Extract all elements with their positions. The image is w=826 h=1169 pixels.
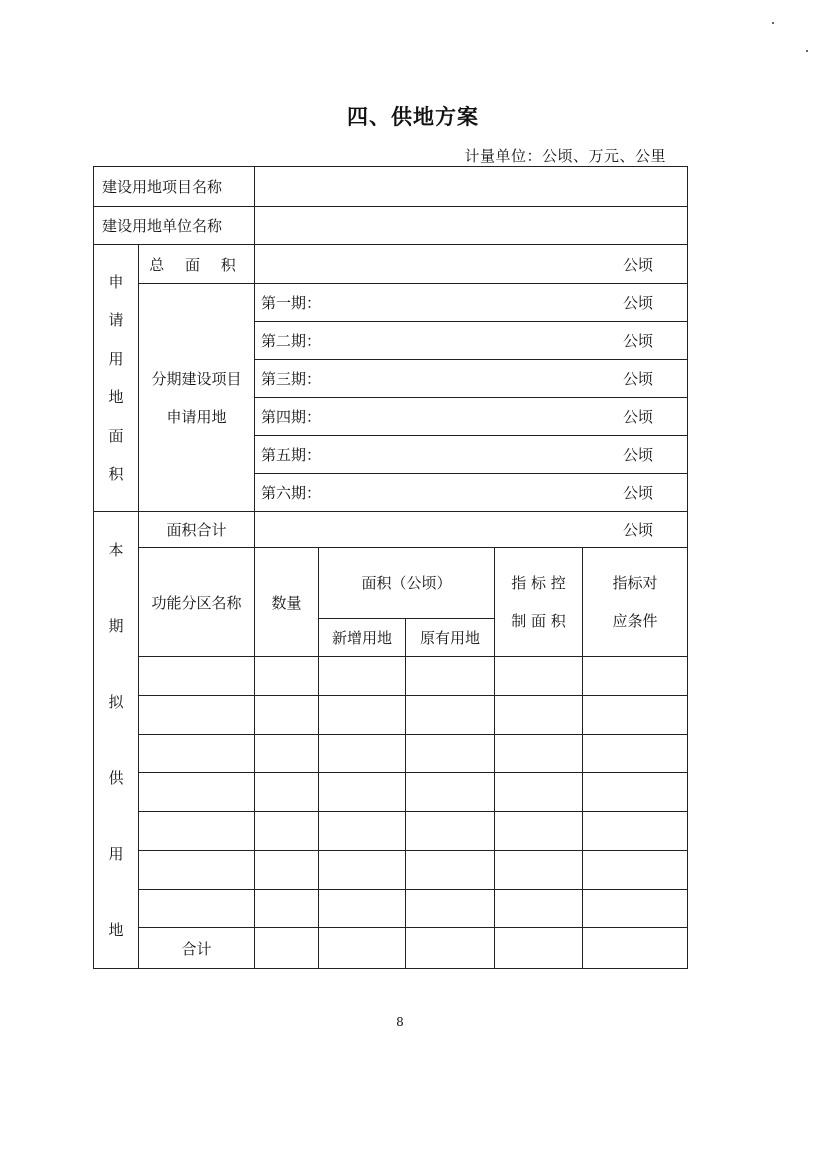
total-new-land-cell[interactable] — [319, 928, 406, 969]
zone-name-cell[interactable] — [139, 851, 255, 890]
zone-name-cell[interactable] — [139, 890, 255, 928]
table-row — [94, 773, 688, 812]
apply-area-vertical-label: 申 请 用 地 面 积 — [94, 245, 139, 512]
total-label: 合计 — [139, 928, 255, 969]
conditions-cell[interactable] — [583, 735, 688, 773]
new-land-cell[interactable] — [319, 773, 406, 812]
zone-name-cell[interactable] — [139, 657, 255, 696]
new-land-cell[interactable] — [319, 696, 406, 735]
existing-land-cell[interactable] — [406, 696, 495, 735]
new-land-cell[interactable] — [319, 890, 406, 928]
quantity-cell[interactable] — [255, 812, 319, 851]
phase-3-field[interactable] — [255, 360, 688, 398]
existing-land-cell[interactable] — [406, 851, 495, 890]
new-land-cell[interactable] — [319, 735, 406, 773]
scan-speck — [772, 22, 774, 24]
total-area-label: 总 面 积 — [139, 245, 255, 284]
existing-land-cell[interactable] — [406, 735, 495, 773]
conditions-header: 指标对 应条件 — [583, 548, 688, 657]
quantity-cell[interactable] — [255, 890, 319, 928]
quantity-cell[interactable] — [255, 657, 319, 696]
table-row — [94, 696, 688, 735]
area-header: 面积（公顷） — [319, 548, 495, 619]
conditions-cell[interactable] — [583, 773, 688, 812]
zone-name-header: 功能分区名称 — [139, 548, 255, 657]
control-area-cell[interactable] — [495, 657, 583, 696]
scan-speck — [806, 50, 808, 52]
total-row — [94, 928, 688, 969]
control-area-cell[interactable] — [495, 890, 583, 928]
existing-land-header: 原有用地 — [406, 618, 495, 657]
new-land-cell[interactable] — [319, 657, 406, 696]
page-title: 四、供地方案 — [347, 105, 479, 129]
quantity-cell[interactable] — [255, 735, 319, 773]
unit-note: 计量单位：公顷、万元、公里 — [464, 147, 666, 165]
phase-2-field[interactable] — [255, 322, 688, 360]
phase-5-unit: 公顷 — [623, 446, 654, 464]
total-quantity-cell[interactable] — [255, 928, 319, 969]
phase-3-label: 第三期： — [261, 370, 322, 388]
total-area-field[interactable] — [255, 245, 688, 284]
table-row — [94, 657, 688, 696]
supply-land-vertical-label: 本 期 拟 供 用 地 — [94, 512, 139, 969]
existing-land-cell[interactable] — [406, 657, 495, 696]
new-land-cell[interactable] — [319, 812, 406, 851]
area-total-label: 面积合计 — [139, 512, 255, 548]
phase-6-label: 第六期： — [261, 484, 322, 502]
phased-project-label: 分期建设项目 申请用地 — [139, 284, 255, 512]
phase-1-field[interactable] — [255, 284, 688, 322]
conditions-cell[interactable] — [583, 890, 688, 928]
table-row — [94, 735, 688, 773]
zone-name-cell[interactable] — [139, 696, 255, 735]
quantity-cell[interactable] — [255, 696, 319, 735]
new-land-header: 新增用地 — [319, 618, 406, 657]
control-area-header: 指 标 控 制 面 积 — [495, 548, 583, 657]
area-total-unit: 公顷 — [623, 521, 654, 539]
phase-4-label: 第四期： — [261, 408, 322, 426]
phase-5-label: 第五期： — [261, 446, 322, 464]
control-area-cell[interactable] — [495, 696, 583, 735]
quantity-cell[interactable] — [255, 773, 319, 812]
existing-land-cell[interactable] — [406, 773, 495, 812]
conditions-cell[interactable] — [583, 851, 688, 890]
area-total-field[interactable] — [255, 512, 688, 548]
existing-land-cell[interactable] — [406, 812, 495, 851]
phase-6-field[interactable] — [255, 474, 688, 512]
new-land-cell[interactable] — [319, 851, 406, 890]
conditions-cell[interactable] — [583, 657, 688, 696]
control-area-cell[interactable] — [495, 851, 583, 890]
phase-4-field[interactable] — [255, 398, 688, 436]
total-area-unit: 公顷 — [623, 255, 654, 274]
table-row — [94, 812, 688, 851]
total-control-area-cell[interactable] — [495, 928, 583, 969]
phase-2-unit: 公顷 — [623, 332, 654, 350]
total-conditions-cell[interactable] — [583, 928, 688, 969]
phase-1-unit: 公顷 — [623, 294, 654, 312]
phase-4-unit: 公顷 — [623, 408, 654, 426]
quantity-header: 数量 — [255, 548, 319, 657]
phase-5-field[interactable] — [255, 436, 688, 474]
conditions-cell[interactable] — [583, 696, 688, 735]
existing-land-cell[interactable] — [406, 890, 495, 928]
control-area-cell[interactable] — [495, 773, 583, 812]
table-row — [94, 851, 688, 890]
zone-name-cell[interactable] — [139, 773, 255, 812]
phase-3-unit: 公顷 — [623, 370, 654, 388]
project-name-field[interactable] — [255, 167, 688, 207]
zone-name-cell[interactable] — [139, 735, 255, 773]
phase-6-unit: 公顷 — [623, 484, 654, 502]
phase-2-label: 第二期： — [261, 332, 322, 350]
phase-1-label: 第一期： — [261, 294, 322, 312]
page-number: 8 — [396, 1015, 404, 1029]
control-area-cell[interactable] — [495, 812, 583, 851]
project-name-label: 建设用地项目名称 — [94, 167, 255, 207]
control-area-cell[interactable] — [495, 735, 583, 773]
unit-name-label: 建设用地单位名称 — [94, 207, 255, 245]
conditions-cell[interactable] — [583, 812, 688, 851]
unit-name-field[interactable] — [255, 207, 688, 245]
zone-name-cell[interactable] — [139, 812, 255, 851]
land-supply-table — [93, 166, 688, 969]
quantity-cell[interactable] — [255, 851, 319, 890]
table-row — [94, 890, 688, 928]
total-existing-land-cell[interactable] — [406, 928, 495, 969]
